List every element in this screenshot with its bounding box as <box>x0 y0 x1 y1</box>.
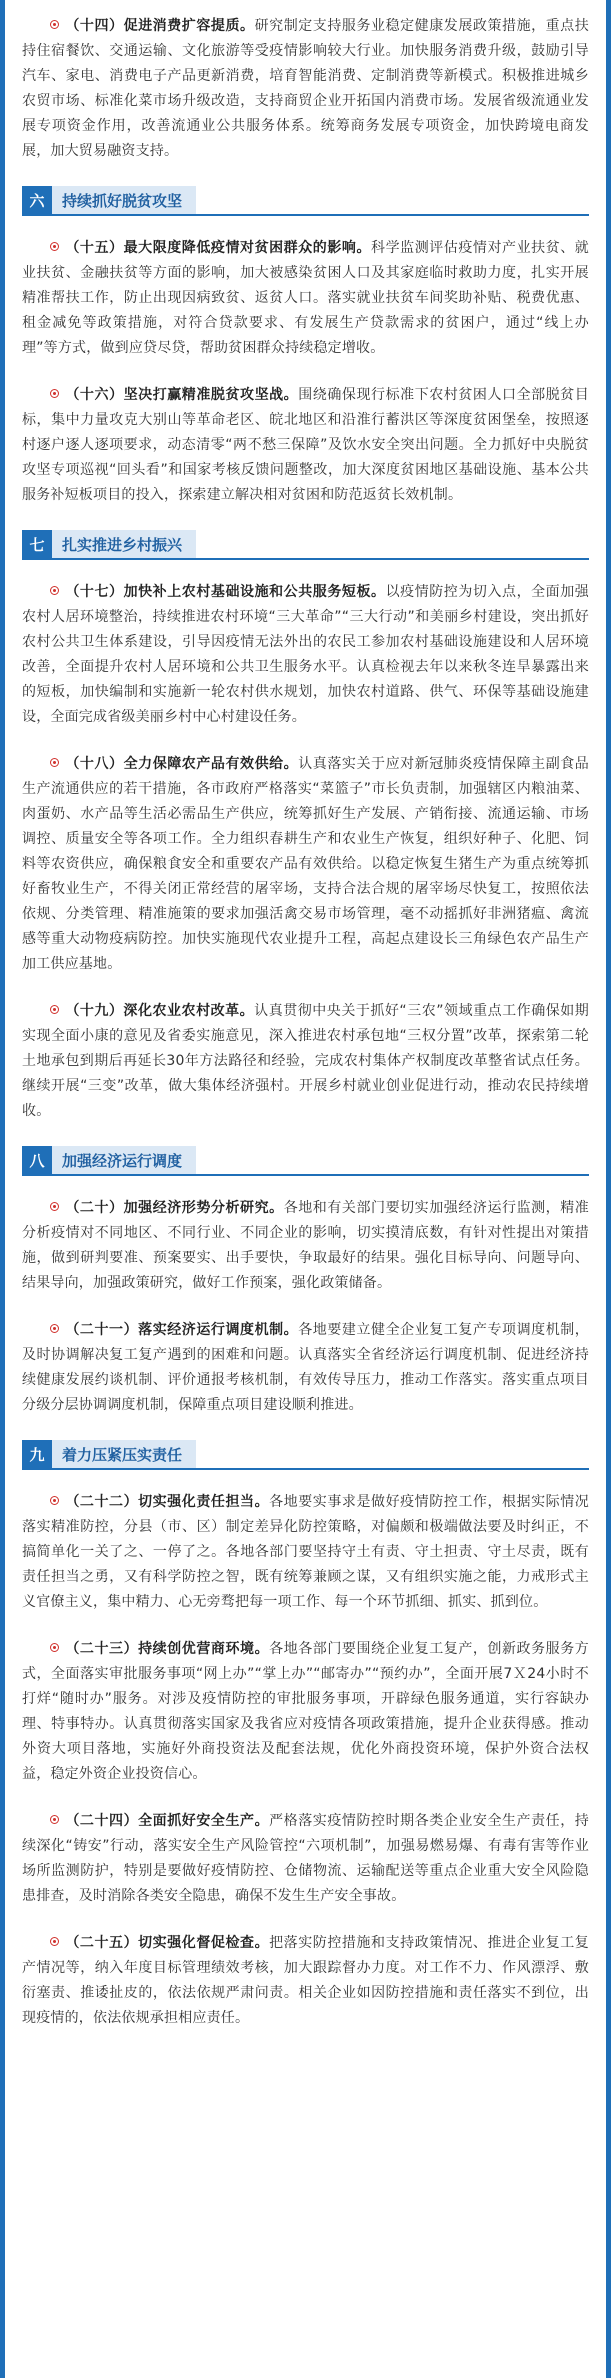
section-number: 九 <box>22 1440 52 1468</box>
bullet-icon <box>50 1643 59 1652</box>
bullet-icon <box>50 1937 59 1946</box>
paragraph-text: 把落实防控措施和支持政策情况、推进企业复工复产情况等，纳入年度目标管理绩效考核，加大跟踪督办力度。对工作不力、作风漂浮、敷衍塞责、推诿扯皮的，依法依规严肃问责。相关企业如因防控措施和责任落实不到位，出现疫情的，依法依规承担相应责任。 <box>22 1935 589 2026</box>
section-number: 八 <box>22 1146 52 1174</box>
paragraph-25 <box>22 1931 589 2031</box>
paragraph-lead: （二十五）切实强化督促检查。 <box>65 1935 270 1951</box>
section-number: 七 <box>22 530 52 558</box>
paragraph-text: 各地要建立健全企业复工复产专项调度机制，及时协调解决复工复产遇到的困难和问题。认真落实全省经济运行调度机制、促进经济持续健康发展约谈机制、评价通报考核机制，有效传导压力，推动工作落实。落实重点项目分级分层协调调度机制，保障重点项目建设顺利推进。 <box>22 1322 590 1413</box>
section-header-7 <box>22 530 589 560</box>
bullet-icon <box>50 1005 59 1014</box>
section-header-6 <box>22 186 589 216</box>
paragraph-16 <box>22 383 589 508</box>
paragraph-text: 围绕确保现行标准下农村贫困人口全部脱贫目标，集中力量攻克大别山等革命老区、皖北地区和沿淮行蓄洪区等深度贫困堡垒，按照逐村逐户逐人逐项要求，动态清零“两不愁三保障”及饮水安全突出问题。全力抓好中央脱贫攻坚专项巡视“回头看”和国家考核反馈问题整改，加大深度贫困地区基础设施、基本公共服务补短板项目的投入，探索建立解决相对贫困和防范返贫长效机制。 <box>22 387 590 503</box>
bullet-icon <box>50 1324 59 1333</box>
paragraph-text: 各地要实事求是做好疫情防控工作，根据实际情况落实精准防控，分县（市、区）制定差异化防控策略，对偏颇和极端做法要及时纠正，不搞简单化一关了之、一停了之。各地各部门要坚持守土有责、守土担责、守土尽责，既有责任担当之勇，又有科学防控之智，既有统筹兼顾之谋，又有组织实施之能，力戒形式主义官僚主义，集中精力、心无旁骛把每一项工作、每一个环节抓细、抓实、抓到位。 <box>22 1494 589 1610</box>
bullet-icon <box>50 758 59 767</box>
paragraph-14 <box>22 14 589 164</box>
section-title: 加强经济运行调度 <box>52 1146 196 1174</box>
paragraph-lead: （十八）全力保障农产品有效供给。 <box>65 756 299 772</box>
bullet-icon <box>50 586 59 595</box>
paragraph-text: 认真落实关于应对新冠肺炎疫情保障主副食品生产流通供应的若干措施，各市政府严格落实“菜篮子”市长负责制，加强辖区内粮油菜、肉蛋奶、水产品等生活必需品生产供应，统筹抓好生产发展、产销衔接、流通运输、市场调控、质量安全等各项工作。全力组织春耕生产和农业生产恢复，组织好种子、化肥、饲料等农资供应，确保粮食安全和重要农产品有效供给。以稳定恢复生猪生产为重点统筹抓好畜牧业生产，不得关闭正常经营的屠宰场，支持合法合规的屠宰场尽快复工，按照依法依规、分类管理、精准施策的要求加强活禽交易市场管理，毫不动摇抓好非洲猪瘟、禽流感等重大动物疫病防控。加快实施现代农业提升工程，高起点建设长三角绿色农产品生产加工供应基地。 <box>22 756 590 972</box>
paragraph-lead: （十五）最大限度降低疫情对贫困群众的影响。 <box>65 240 372 256</box>
paragraph-lead: （二十三）持续创优营商环境。 <box>65 1641 270 1657</box>
right-border-stripe <box>606 0 611 2378</box>
paragraph-text: 认真贯彻中央关于抓好“三农”领域重点工作确保如期实现全面小康的意见及省委实施意见，深入推进农村承包地“三权分置”改革，探索第二轮土地承包到期后再延长30年方法路径和经验，完成农村集体产权制度改革整省试点任务。继续开展“三变”改革，做大集体经济强村。开展乡村就业创业促进行动，推动农民持续增收。 <box>22 1003 589 1119</box>
paragraph-22 <box>22 1490 589 1615</box>
section-header-9 <box>22 1440 589 1470</box>
paragraph-15 <box>22 236 589 361</box>
paragraph-lead: （二十四）全面抓好安全生产。 <box>65 1813 270 1829</box>
paragraph-text: 科学监测评估疫情对产业扶贫、就业扶贫、金融扶贫等方面的影响，加大被感染贫困人口及其家庭临时救助力度，扎实开展精准帮扶工作，防止出现因病致贫、返贫人口。落实就业扶贫车间奖助补贴、税费优惠、租金减免等政策措施，对符合贷款要求、有发展生产贷款需求的贫困户，通过“线上办理”等方式，做到应贷尽贷，帮助贫困群众持续稳定增收。 <box>22 240 590 356</box>
paragraph-17 <box>22 580 589 730</box>
paragraph-24 <box>22 1809 589 1909</box>
left-border-stripe <box>0 0 5 2378</box>
section-title: 扎实推进乡村振兴 <box>52 530 196 558</box>
paragraph-lead: （十六）坚决打赢精准脱贫攻坚战。 <box>65 387 299 403</box>
paragraph-text: 严格落实疫情防控时期各类企业安全生产责任，持续深化“铸安”行动，落实安全生产风险管控“六项机制”，加强易燃易爆、有毒有害等作业场所监测防护，特别是要做好疫情防控、仓储物流、运输配送等重点企业重大安全风险隐患排查，及时消除各类安全隐患，确保不发生生产安全事故。 <box>22 1813 589 1904</box>
bullet-icon <box>50 1202 59 1211</box>
section-title: 持续抓好脱贫攻坚 <box>52 186 196 214</box>
bullet-icon <box>50 389 59 398</box>
paragraph-21 <box>22 1318 589 1418</box>
bullet-icon <box>50 1496 59 1505</box>
paragraph-20 <box>22 1196 589 1296</box>
article-body <box>22 14 589 2031</box>
paragraph-lead: （十四）促进消费扩容提质。 <box>65 18 255 34</box>
section-header-8 <box>22 1146 589 1176</box>
paragraph-lead: （二十一）落实经济运行调度机制。 <box>65 1322 299 1338</box>
paragraph-19 <box>22 999 589 1124</box>
paragraph-lead: （二十二）切实强化责任担当。 <box>65 1494 270 1510</box>
paragraph-text: 研究制定支持服务业稳定健康发展政策措施，重点扶持住宿餐饮、交通运输、文化旅游等受疫情影响较大行业。加快服务消费升级，鼓励引导汽车、家电、消费电子产品更新消费，培育智能消费、定制消费等新模式。积极推进城乡农贸市场、标准化菜市场升级改造，支持商贸企业开拓国内消费市场。发展省级流通业发展专项资金作用，改善流通业公共服务体系。统筹商务发展专项资金，加快跨境电商发展，加大贸易融资支持。 <box>22 18 589 159</box>
bullet-icon <box>50 242 59 251</box>
section-title: 着力压紧压实责任 <box>52 1440 196 1468</box>
paragraph-lead: （十七）加快补上农村基础设施和公共服务短板。 <box>65 584 386 600</box>
paragraph-18 <box>22 752 589 977</box>
paragraph-text: 各地和有关部门要切实加强经济运行监测，精准分析疫情对不同地区、不同行业、不同企业的影响，切实摸清底数，有针对性提出对策措施，做到研判要准、预案要实、出手要快，争取最好的结果。强化目标导向、问题导向、结果导向，加强政策研究，做好工作预案，强化政策储备。 <box>22 1200 589 1291</box>
bullet-icon <box>50 20 59 29</box>
bullet-icon <box>50 1815 59 1824</box>
paragraph-text: 各地各部门要围绕企业复工复产，创新政务服务方式，全面落实审批服务事项“网上办”“掌上办”“邮寄办”“预约办”，全面开展7Ｘ24小时不打烊“随时办”服务。对涉及疫情防控的审批服务事项，开辟绿色服务通道，实行容缺办理、特事特办。认真贯彻落实国家及我省应对疫情各项政策措施，提升企业获得感。推动外资大项目落地，实施好外商投资法及配套法规，优化外商投资环境，保护外资合法权益，稳定外资企业投资信心。 <box>22 1641 589 1782</box>
paragraph-23 <box>22 1637 589 1787</box>
paragraph-text: 以疫情防控为切入点，全面加强农村人居环境整治，持续推进农村环境“三大革命”“三大行动”和美丽乡村建设，突出抓好农村公共卫生体系建设，引导因疫情无法外出的农民工参加农村基础设施建设和人居环境改善，全面提升农村人居环境和公共卫生服务水平。认真检视去年以来秋冬连旱暴露出来的短板，加快编制和实施新一轮农村供水规划，加快农村道路、供气、环保等基础设施建设，全面完成省级美丽乡村中心村建设任务。 <box>22 584 589 725</box>
paragraph-lead: （十九）深化农业农村改革。 <box>65 1003 255 1019</box>
section-number: 六 <box>22 186 52 214</box>
paragraph-lead: （二十）加强经济形势分析研究。 <box>65 1200 284 1216</box>
